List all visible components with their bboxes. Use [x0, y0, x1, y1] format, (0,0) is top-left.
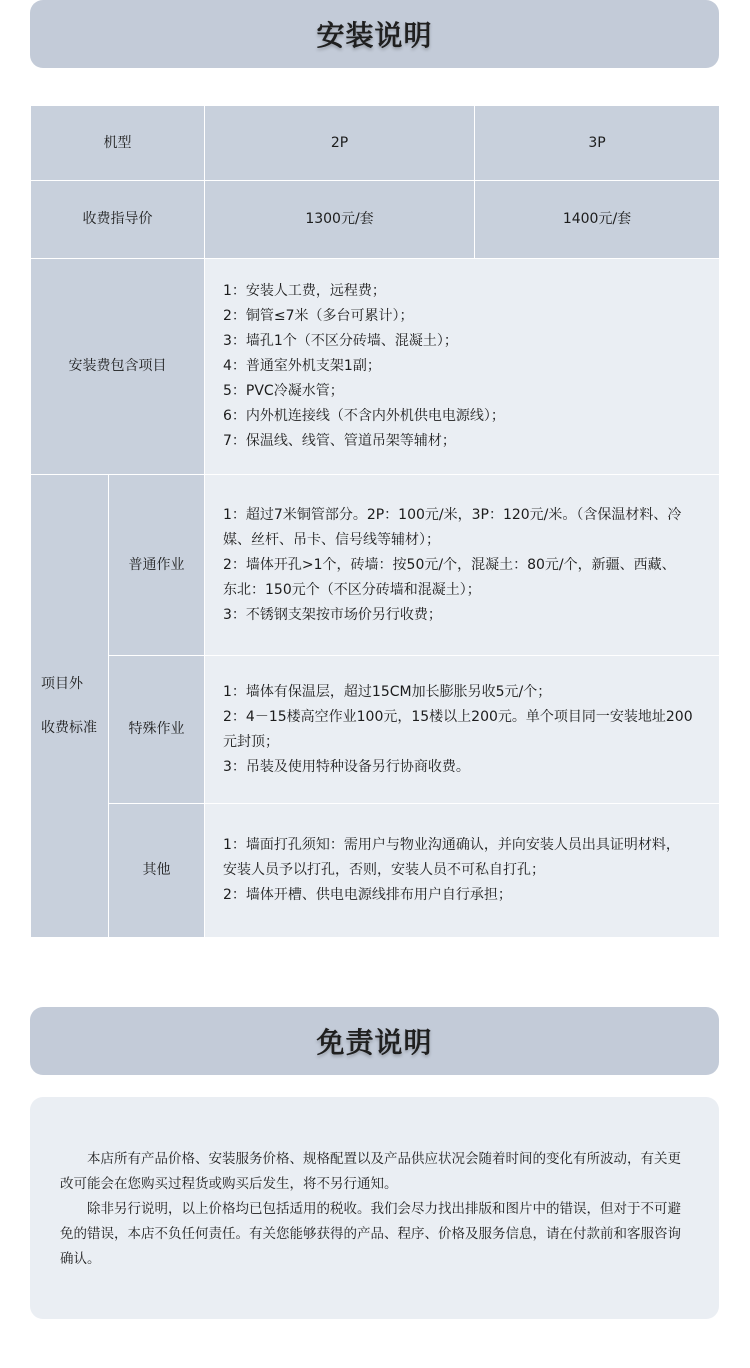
price-3p: 1400元/套	[475, 181, 720, 259]
table-row	[31, 259, 720, 475]
list-item: 2：4－15楼高空作业100元，15楼以上200元。单个项目同一安装地址200	[223, 708, 693, 725]
list-item: 3：吊装及使用特种设备另行协商收费。	[223, 758, 470, 775]
price-label: 收费指导价	[31, 181, 205, 259]
list-item: 媒、丝杆、吊卡、信号线等辅材）；	[223, 531, 440, 548]
model-label: 机型	[31, 106, 205, 181]
list-item: 4：普通室外机支架1副；	[223, 358, 381, 374]
disclaimer-title-banner	[30, 1007, 719, 1075]
list-item: 2：铜管≤7米（多台可累计）；	[223, 308, 414, 324]
list-item: 1：墙面打孔须知：需用户与物业沟通确认，并向安装人员出具证明材料，	[223, 837, 680, 853]
install-fee-table	[30, 105, 720, 938]
list-item: 安装人员予以打孔，否则，安装人员不可私自打孔；	[223, 862, 545, 878]
list-item: 3：不锈钢支架按市场价另行收费；	[223, 606, 442, 623]
group-other-items	[205, 804, 720, 938]
list-item: 5：PVC冷凝水管；	[223, 383, 344, 399]
model-3p: 3P	[475, 106, 720, 181]
table-row	[31, 106, 720, 181]
list-item: 1：墙体有保温层，超过15CM加长膨胀另收5元/个；	[223, 683, 552, 700]
group-normal-label: 普通作业	[109, 475, 205, 656]
group-normal-items	[205, 475, 720, 656]
list-item: 1：超过7米铜管部分。2P：100元/米，3P：120元/米。（含保温材料、冷	[223, 506, 682, 523]
list-item: 7：保温线、线管、管道吊架等辅材；	[223, 433, 456, 449]
list-item: 2：墙体开孔>1个，砖墙：按50元/个，混凝土：80元/个，新疆、西藏、	[223, 556, 676, 573]
install-title-banner	[30, 0, 719, 68]
extra-fee-label-line1: 项目外	[41, 676, 83, 692]
list-item: 1：安装人工费，远程费；	[223, 283, 386, 299]
extra-fee-label	[31, 475, 109, 938]
disclaimer-title: 免责说明	[316, 1026, 433, 1059]
extra-fee-label-line2: 收费标准	[41, 720, 97, 736]
model-2p: 2P	[205, 106, 475, 181]
list-item: 东北：150元个（不区分砖墙和混凝土）；	[223, 581, 481, 598]
included-items	[205, 259, 720, 475]
table-row	[31, 181, 720, 259]
table-row	[31, 656, 720, 804]
group-special-label: 特殊作业	[109, 656, 205, 804]
price-2p: 1300元/套	[205, 181, 475, 259]
list-item: 6：内外机连接线（不含内外机供电电源线）；	[223, 408, 505, 424]
list-item: 2：墙体开槽、供电电源线排布用户自行承担；	[223, 887, 512, 903]
disclaimer-body	[30, 1097, 719, 1319]
list-item: 3：墙孔1个（不区分砖墙、混凝土）；	[223, 333, 458, 349]
disclaimer-paragraph: 除非另行说明，以上价格均已包括适用的税收。我们会尽力找出排版和图片中的错误，但对于不可避免的错误，本店不负任何责任。有关您能够获得的产品、程序、价格及服务信息，请在付款前和客服咨询确认。	[60, 1201, 681, 1267]
disclaimer-paragraph: 本店所有产品价格、安装服务价格、规格配置以及产品供应状况会随着时间的变化有所波动，有关更改可能会在您购买过程货或购买后发生，将不另行通知。	[60, 1151, 681, 1192]
table-row	[31, 804, 720, 938]
group-other-label: 其他	[109, 804, 205, 938]
list-item: 元封顶；	[223, 733, 279, 750]
install-title: 安装说明	[316, 19, 433, 52]
table-row	[31, 475, 720, 656]
included-label: 安装费包含项目	[31, 259, 205, 475]
group-special-items	[205, 656, 720, 804]
